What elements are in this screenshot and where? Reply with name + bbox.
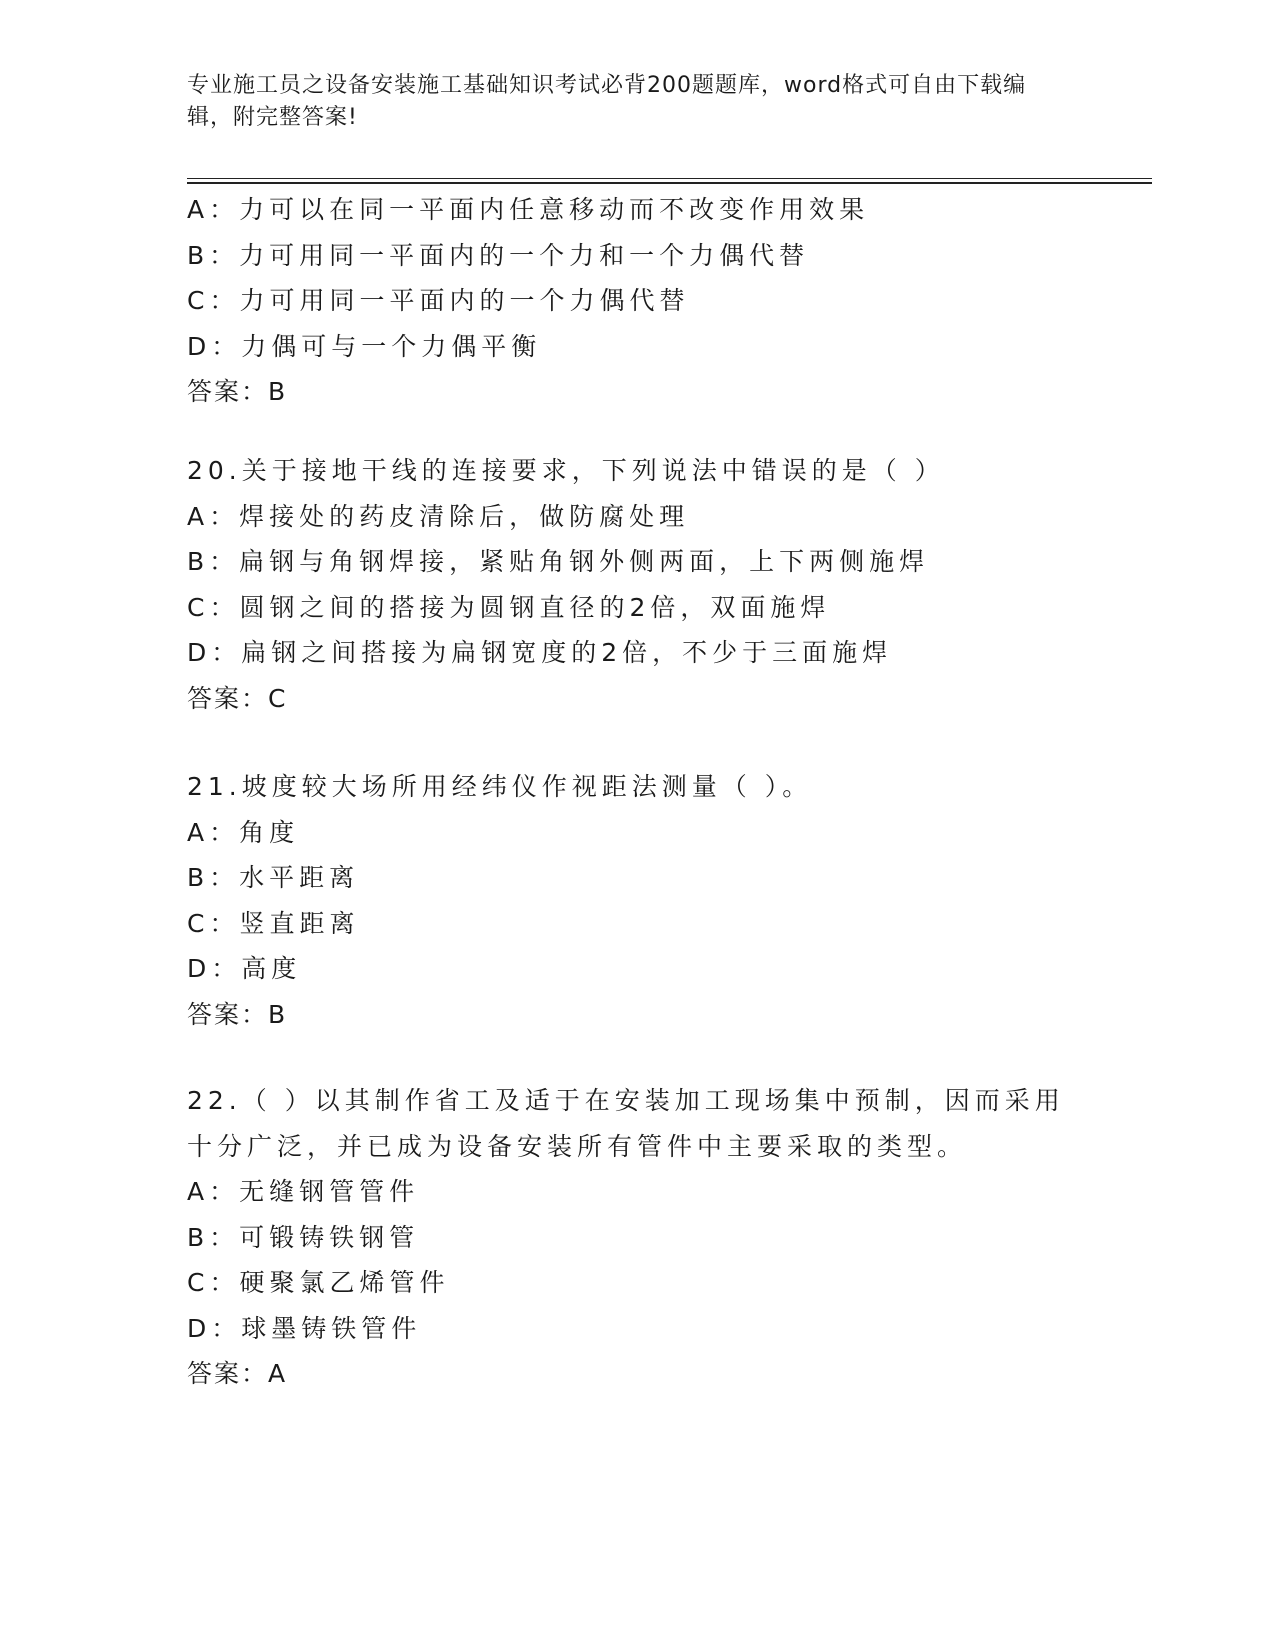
option-b: B：可锻铸铁钢管 xyxy=(187,1222,420,1252)
question-22 xyxy=(187,1078,1067,1397)
option-a: A：无缝钢管管件 xyxy=(187,1177,420,1206)
option-b: B：扁钢与角钢焊接，紧贴角钢外侧两面，上下两侧施焊 xyxy=(187,547,930,576)
option-d: D：力偶可与一个力偶平衡 xyxy=(187,331,542,361)
option-a: A：角度 xyxy=(187,817,300,847)
option-c: C：竖直距离 xyxy=(187,908,360,938)
option-d: D：高度 xyxy=(187,954,302,983)
option-d: D：球墨铸铁管件 xyxy=(187,1313,422,1343)
option-a: A：力可以在同一平面内任意移动而不改变作用效果 xyxy=(187,195,870,224)
option-a: A：焊接处的药皮清除后，做防腐处理 xyxy=(187,501,690,531)
answer: 答案：B xyxy=(187,999,288,1029)
answer: 答案：B xyxy=(187,377,288,406)
answer: 答案：C xyxy=(187,683,288,713)
option-b: B：力可用同一平面内的一个力和一个力偶代替 xyxy=(187,240,810,270)
question-21 xyxy=(187,764,1067,1037)
option-c: C：圆钢之间的搭接为圆钢直径的2倍，双面施焊 xyxy=(187,592,831,622)
header-title: 专业施工员之设备安装施工基础知识考试必背200题题库，word格式可自由下载编辑，附完整答案! xyxy=(187,73,1027,130)
question-text: 20.关于接地干线的连接要求，下列说法中错误的是（ ） xyxy=(187,456,945,485)
question-20 xyxy=(187,448,1067,721)
answer: 答案：A xyxy=(187,1359,288,1388)
question-text: 22.（ ）以其制作省工及适于在安装加工现场集中预制，因而采用十分广泛，并已成为设备安装所有管件中主要采取的类型。 xyxy=(187,1086,1065,1161)
option-c: C：硬聚氯乙烯管件 xyxy=(187,1268,450,1297)
option-c: C：力可用同一平面内的一个力偶代替 xyxy=(187,286,690,315)
question-19 xyxy=(187,187,1067,415)
header-rule-thick xyxy=(187,182,1152,184)
header-rule-thin xyxy=(187,178,1152,179)
question-text: 21.坡度较大场所用经纬仪作视距法测量（ ）。 xyxy=(187,772,813,801)
document-header xyxy=(187,70,1067,134)
option-b: B：水平距离 xyxy=(187,863,360,892)
option-d: D：扁钢之间搭接为扁钢宽度的2倍，不少于三面施焊 xyxy=(187,638,893,667)
